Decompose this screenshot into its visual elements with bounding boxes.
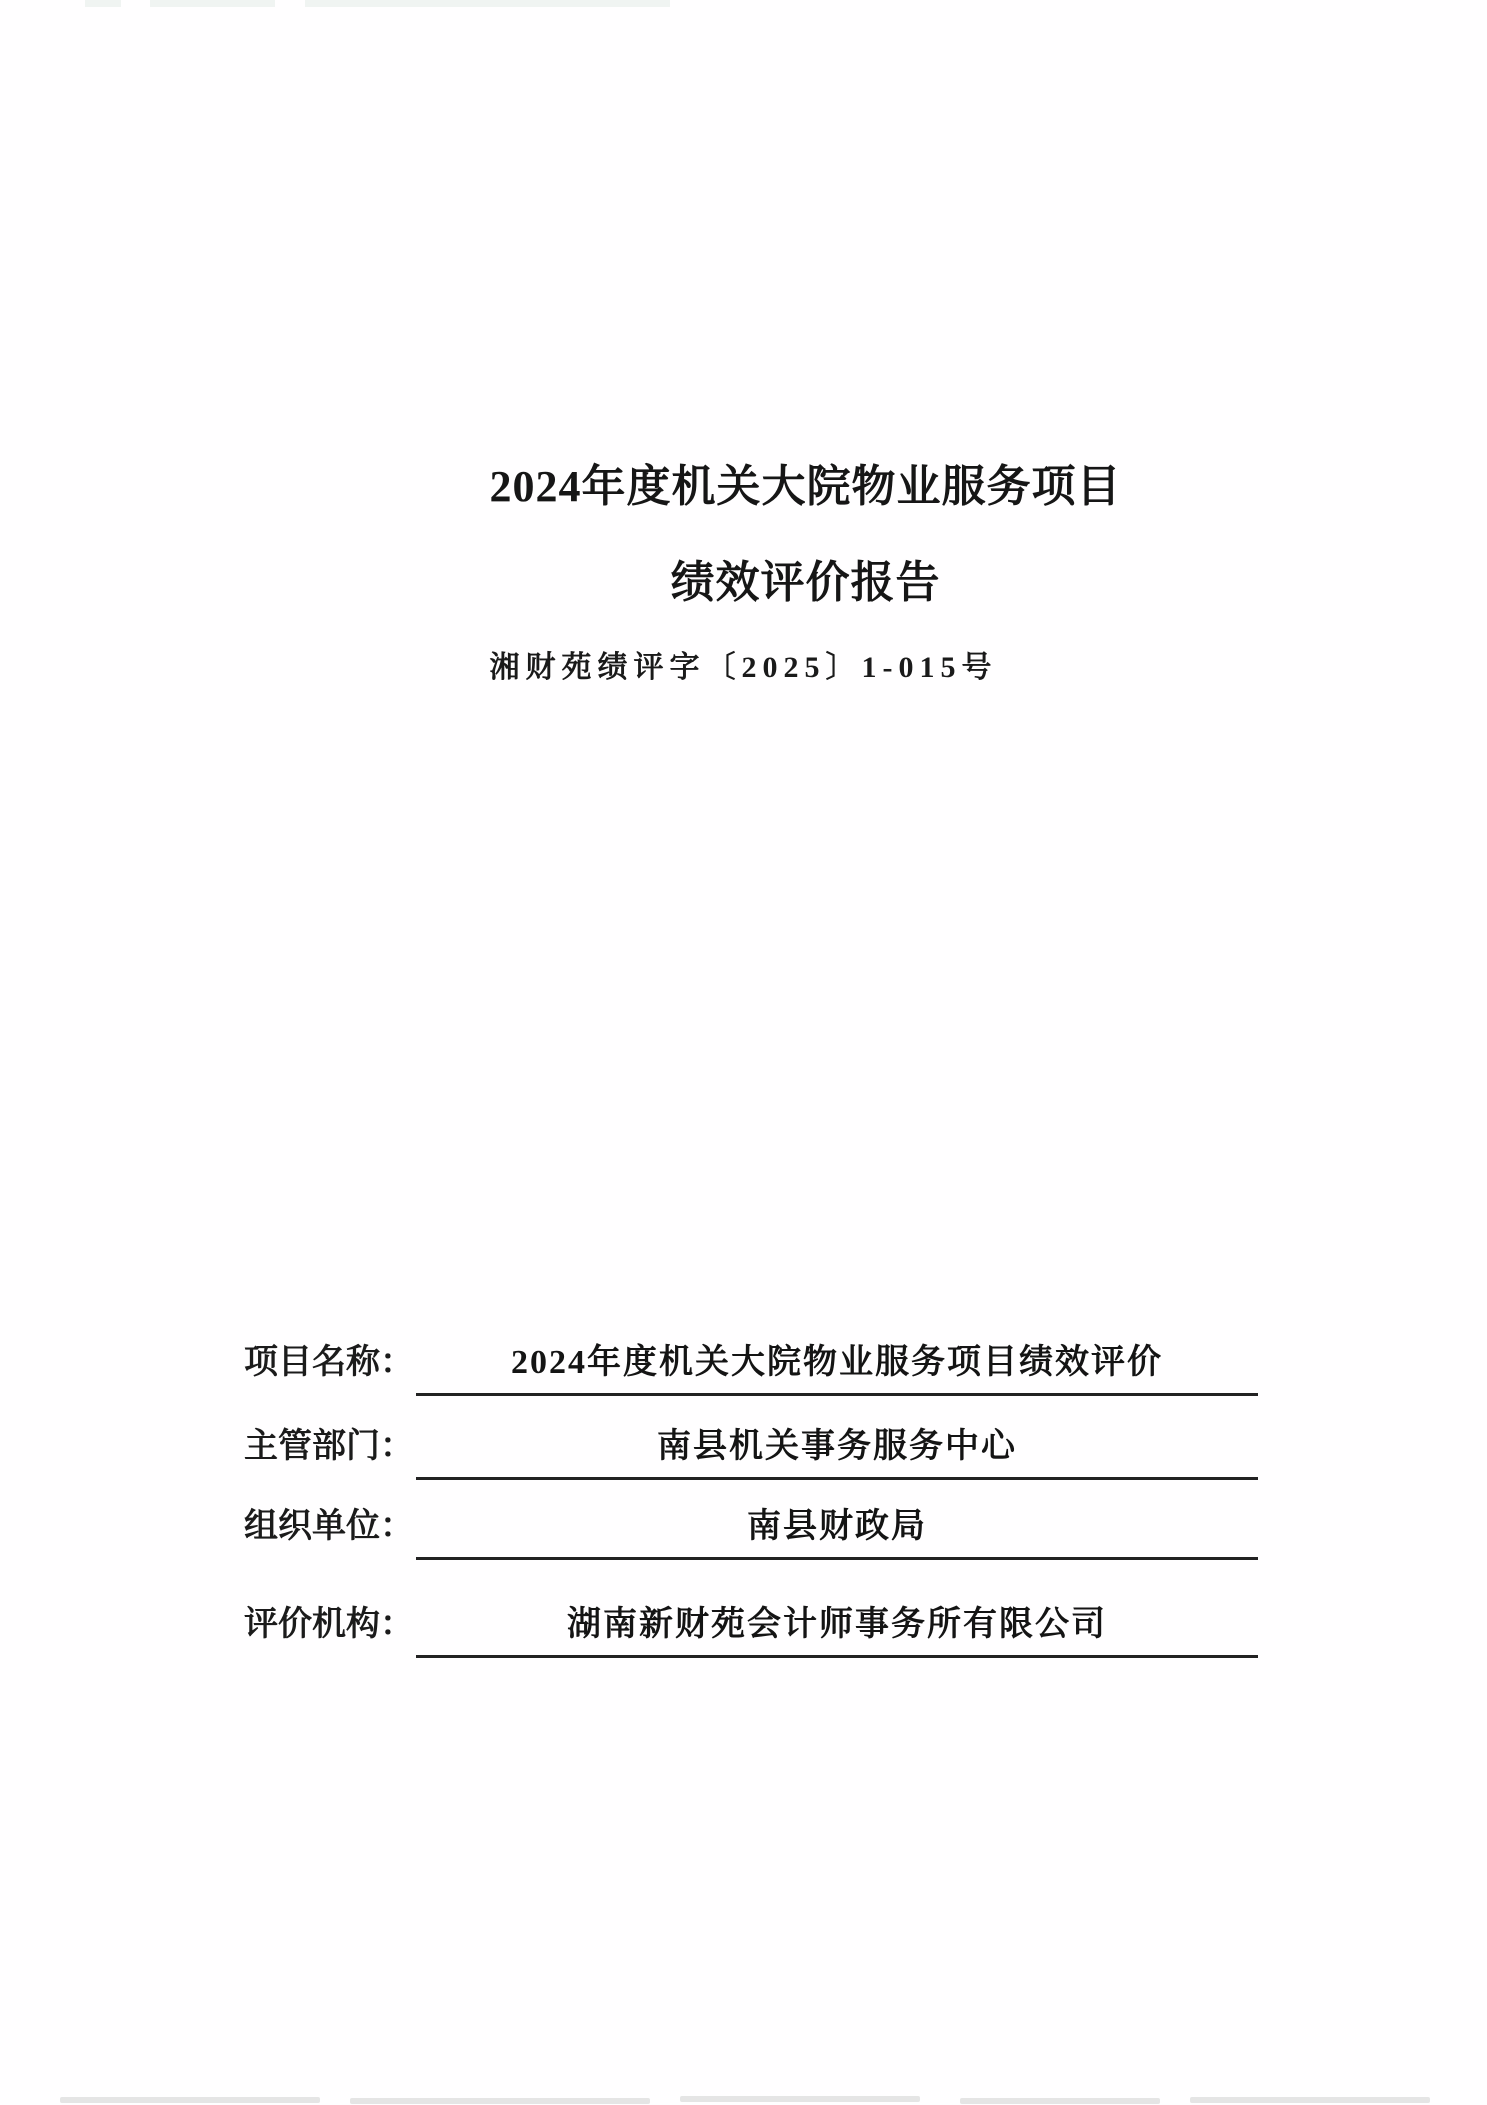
supervising-department-value: 南县机关事务服务中心: [416, 1418, 1258, 1480]
field-row-project-name: [244, 1334, 1258, 1396]
report-title-line2: 绩效评价报告: [670, 558, 941, 607]
project-name-label: 项目名称：: [244, 1343, 414, 1381]
scan-noise-bottom: [60, 2097, 320, 2103]
evaluation-agency-label: 评价机构：: [244, 1605, 414, 1643]
field-row-evaluation-agency: [244, 1596, 1258, 1658]
scan-noise-bottom: [350, 2098, 650, 2104]
scan-noise-top: [305, 0, 670, 7]
organizing-unit-value: 南县财政局: [416, 1498, 1258, 1560]
scan-noise-bottom: [680, 2096, 920, 2102]
project-name-value: 2024年度机关大院物业服务项目绩效评价: [416, 1334, 1258, 1396]
field-row-organizing-unit: [244, 1498, 1258, 1560]
supervising-department-label: 主管部门：: [244, 1427, 414, 1465]
field-row-supervising-department: [244, 1418, 1258, 1480]
scan-noise-top: [150, 0, 275, 7]
document-number: 湘财苑绩评字〔2025〕1-015号: [489, 651, 998, 684]
scan-noise-bottom: [1190, 2097, 1430, 2103]
scan-noise-bottom: [960, 2098, 1160, 2104]
evaluation-agency-value: 湖南新财苑会计师事务所有限公司: [416, 1596, 1258, 1658]
scan-noise-top: [85, 0, 121, 7]
organizing-unit-label: 组织单位：: [244, 1507, 414, 1545]
report-title-line1: 2024年度机关大院物业服务项目: [489, 462, 1122, 511]
